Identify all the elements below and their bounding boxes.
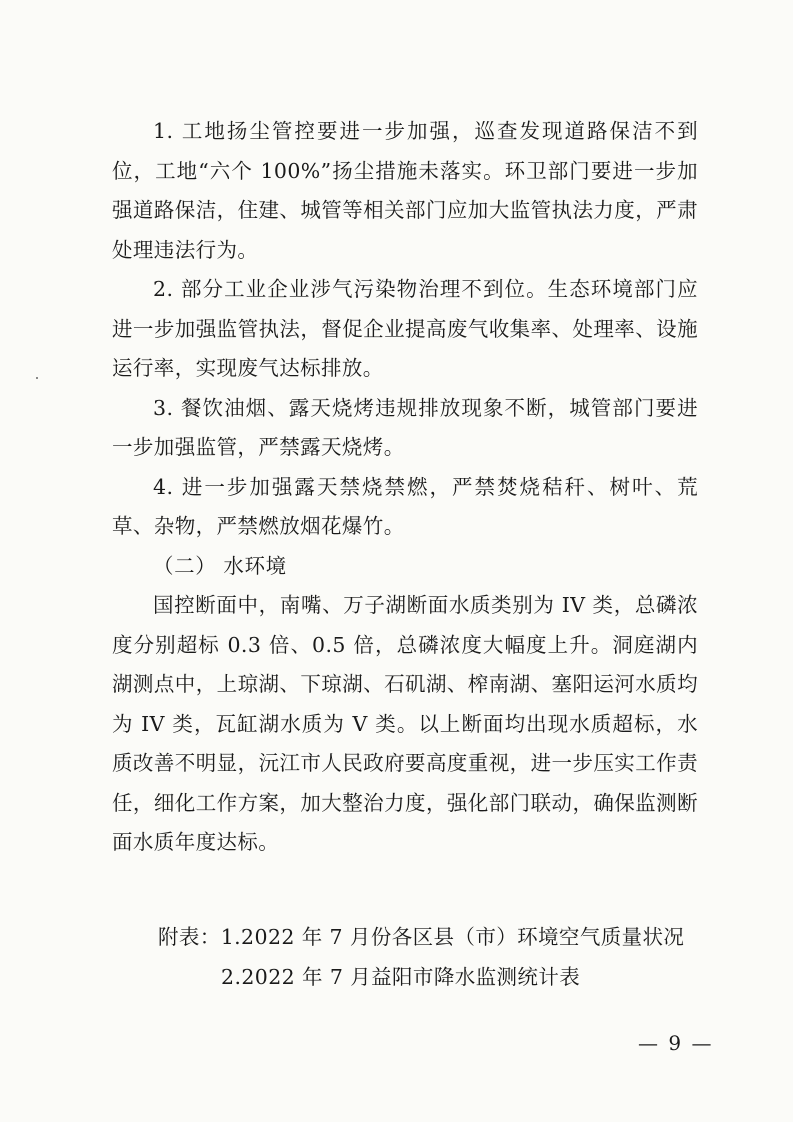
section-heading-water: （二） 水环境 <box>153 553 287 578</box>
paragraph-item-4: 4. 进一步加强露天禁烧禁燃，严禁焚烧秸秆、树叶、荒草、杂物，严禁燃放烟花爆竹。 <box>112 474 698 538</box>
body-text <box>112 112 698 863</box>
attachment-line-2: 2.2022 年 7 月益阳市降水监测统计表 <box>221 965 581 989</box>
paragraph-item-2: 2. 部分工业企业涉气污染物治理不到位。生态环境部门应进一步加强监管执法，督促企业提高废气收集率、处理率、设施运行率，实现废气达标排放。 <box>112 277 698 380</box>
paragraph-item-1: 1. 工地扬尘管控要进一步加强，巡查发现道路保洁不到位，工地“六个 100%”扬尘措施未落实。环卫部门要进一步加强道路保洁，住建、城管等相关部门应加大监管执法力度，严肃处理违法行为。 <box>112 119 698 262</box>
attachment-list <box>158 917 718 997</box>
page-number: — 9 — <box>638 1031 714 1055</box>
attachment-line-1: 附表：1.2022 年 7 月份各区县（市）环境空气质量状况 <box>158 925 685 949</box>
paragraph-water-environment: 国控断面中，南嘴、万子湖断面水质类别为 IV 类，总磷浓度分别超标 0.3 倍、0.5 倍，总磷浓度大幅度上升。洞庭湖内湖测点中，上琼湖、下琼湖、石矶湖、榨南湖、塞阳运河水质均为 IV 类，瓦缸湖水质为 V 类。以上断面均出现水质超标，水质改善不明显，沅江市人民政府要高度重视，进一步压实工作责任，细化工作方案，加大整治力度，强化部门联动，确保监测断面水质年度达标。 <box>112 593 698 854</box>
paragraph-item-3: 3. 餐饮油烟、露天烧烤违规排放现象不断，城管部门要进一步加强监管，严禁露天烧烤。 <box>112 395 698 459</box>
margin-mark <box>36 377 38 379</box>
